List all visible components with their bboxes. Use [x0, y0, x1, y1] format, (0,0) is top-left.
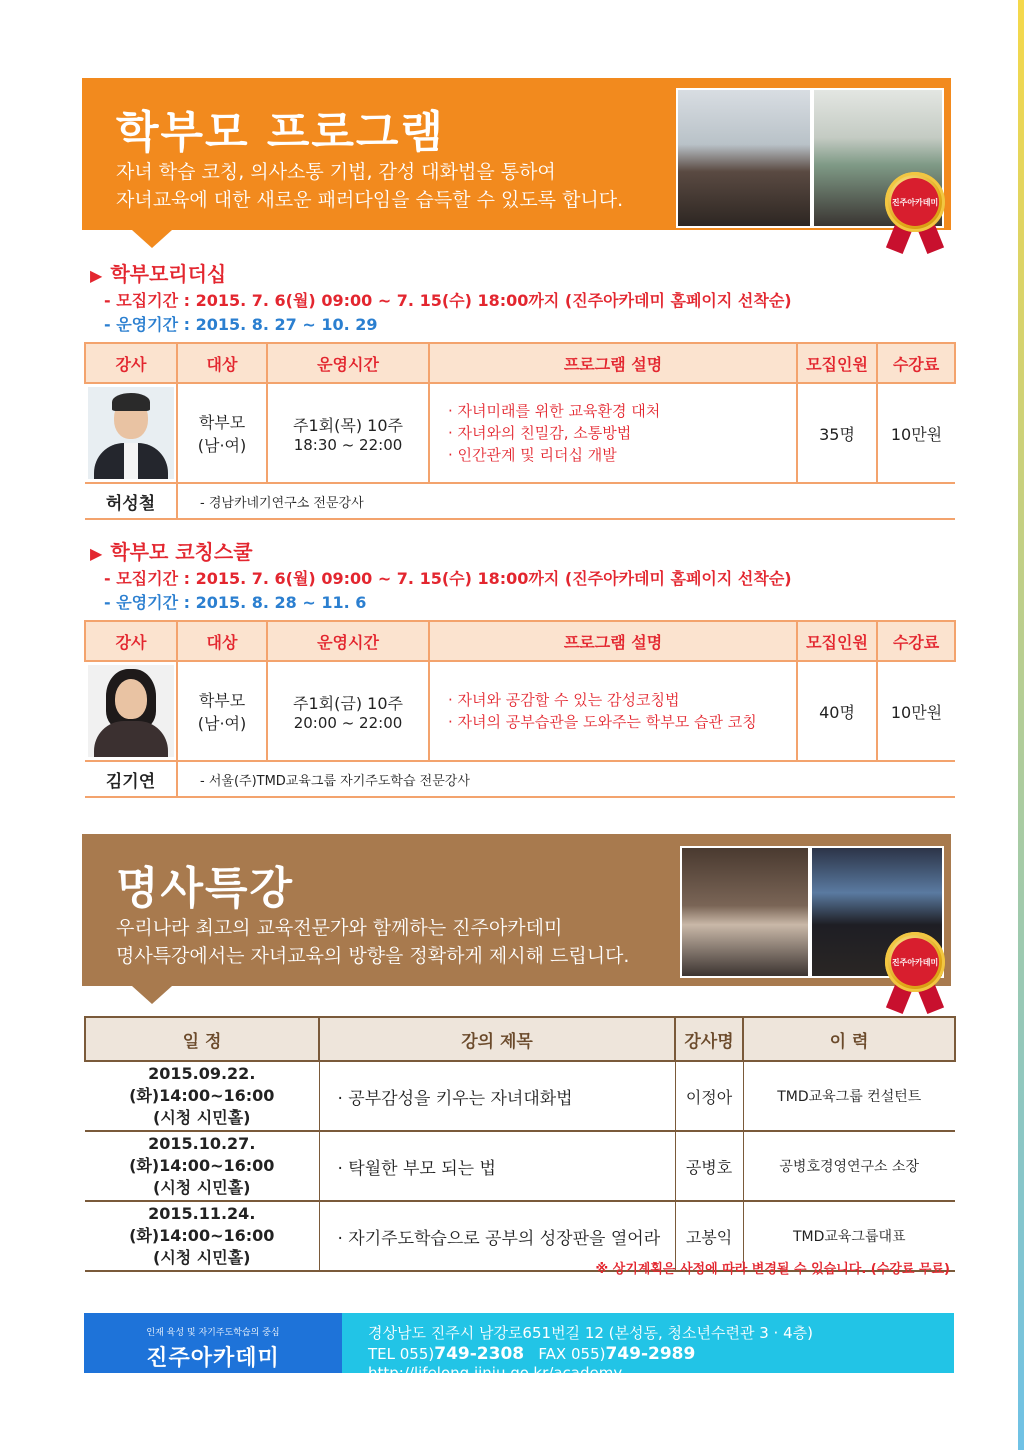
- history-cell: TMD교육그룹 컨설턴트: [743, 1061, 955, 1131]
- coaching-section-title: [90, 536, 253, 565]
- history-cell: 공병호경영연구소 소장: [743, 1131, 955, 1201]
- triangle-bullet-icon: ▶: [90, 266, 103, 285]
- schedule-change-note: ※ 상기계획은 사정에 따라 변경될 수 있습니다. (수강료 무료): [595, 1262, 950, 1277]
- medal-label: 진주아카데미: [891, 178, 939, 226]
- col-instructor: 강사: [85, 343, 177, 383]
- footer-brand-logo: 진주아카데미: [146, 1346, 280, 1371]
- parent-program-banner: [82, 78, 951, 230]
- col-target: 대상: [177, 621, 267, 661]
- coaching-operate-period: - 운영기간 : 2015. 8. 28 ~ 11. 6: [104, 593, 367, 612]
- schedule-date: 2015.10.27.(화)14:00~16:00: [129, 1134, 275, 1175]
- capacity-cell: 40명: [797, 661, 877, 761]
- coaching-title-text: 학부모 코칭스쿨: [110, 540, 253, 564]
- lecturer-cell: 이정아: [675, 1061, 743, 1131]
- footer-contact: [368, 1344, 954, 1382]
- footer-contact-block: [342, 1313, 954, 1382]
- topic-cell: · 자기주도학습으로 공부의 성장판을 열어라: [319, 1201, 675, 1271]
- col-time: 운영시간: [267, 621, 429, 661]
- instructor-name: 허성철: [85, 483, 177, 519]
- parent-program-title: 학부모 프로그램: [116, 107, 445, 158]
- fax-number: 749-2989: [605, 1344, 696, 1364]
- topic-cell: · 공부감성을 키우는 자녀대화법: [319, 1061, 675, 1131]
- footer-tagline: 인재 육성 및 자기주도학습의 중심: [146, 1328, 280, 1338]
- col-time: 운영시간: [267, 343, 429, 383]
- instructor-career: - 경남카네기연구소 전문강사: [177, 483, 955, 519]
- col-capacity: 모집인원: [797, 343, 877, 383]
- desc-item: · 인간관계 및 리더십 개발: [448, 446, 617, 464]
- schedule-place: (시청 시민홀): [153, 1248, 251, 1267]
- col-capacity: 모집인원: [797, 621, 877, 661]
- time-cell: [267, 383, 429, 483]
- target-gender: (남·여): [197, 714, 247, 733]
- leadership-recruit-period: - 모집기간 : 2015. 7. 6(월) 09:00 ~ 7. 15(수) 18:00까지 (진주아카데미 홈페이지 선착순): [104, 291, 792, 310]
- table-row: [85, 1131, 955, 1201]
- leadership-table: [84, 342, 956, 520]
- parent-program-desc-line2: 자녀교육에 대한 새로운 패러다임을 습득할 수 있도록 합니다.: [116, 189, 624, 211]
- history-cell: TMD교육그룹대표: [743, 1201, 955, 1271]
- schedule-cell: [85, 1131, 319, 1201]
- instructor-portrait-kim: [88, 665, 174, 757]
- schedule-date: 2015.11.24.(화)14:00~16:00: [129, 1204, 275, 1245]
- special-lecture-banner: [82, 834, 951, 986]
- target-gender: (남·여): [197, 436, 247, 455]
- target-cell: [177, 383, 267, 483]
- target-cell: [177, 661, 267, 761]
- leadership-section-title: [90, 258, 226, 287]
- target-text: 학부모: [198, 691, 246, 710]
- lecturer-cell: 고봉익: [675, 1201, 743, 1271]
- special-lecture-title: 명사특강: [116, 863, 295, 914]
- footer-bar: [84, 1313, 954, 1382]
- col-lecture-title: 강의 제목: [319, 1017, 675, 1061]
- medal-label: 진주아카데미: [891, 938, 939, 986]
- instructor-photo-cell: [85, 661, 177, 761]
- instructor-portrait-huh: [88, 387, 174, 479]
- col-description: 프로그램 설명: [429, 621, 797, 661]
- topic-cell: · 탁월한 부모 되는 법: [319, 1131, 675, 1201]
- col-lecturer: 강사명: [675, 1017, 743, 1061]
- coaching-recruit-period: - 모집기간 : 2015. 7. 6(월) 09:00 ~ 7. 15(수) 18:00까지 (진주아카데미 홈페이지 선착순): [104, 569, 792, 588]
- target-text: 학부모: [198, 413, 246, 432]
- description-cell: [429, 383, 797, 483]
- tel-label: TEL 055): [368, 1345, 435, 1363]
- time-hours: 18:30 ~ 22:00: [293, 435, 403, 454]
- special-desc-line2: 명사특강에서는 자녀교육의 방향을 정확하게 제시해 드립니다.: [116, 945, 630, 967]
- schedule-place: (시청 시민홀): [153, 1108, 251, 1127]
- banner-pointer: [132, 986, 172, 1004]
- description-cell: [429, 661, 797, 761]
- website-link[interactable]: http://lifelong.jinju.go.kr/academy: [368, 1364, 623, 1382]
- footer-brand-block: [84, 1313, 342, 1373]
- special-lecture-description: [116, 914, 629, 970]
- schedule-cell: [85, 1201, 319, 1271]
- page-edge-stripe: [1018, 0, 1024, 1450]
- leadership-operate-period: - 운영기간 : 2015. 8. 27 ~ 10. 29: [104, 315, 378, 334]
- academy-medal-icon: [882, 172, 952, 254]
- instructor-career: - 서울(주)TMD교육그룹 자기주도학습 전문강사: [177, 761, 955, 797]
- special-lecture-table: [84, 1016, 956, 1272]
- instructor-photo-cell: [85, 383, 177, 483]
- schedule-date: 2015.09.22.(화)14:00~16:00: [129, 1064, 275, 1105]
- capacity-cell: 35명: [797, 383, 877, 483]
- col-schedule: 일 정: [85, 1017, 319, 1061]
- leadership-title-text: 학부모리더십: [110, 262, 227, 286]
- parent-program-desc-line1: 자녀 학습 코칭, 의사소통 기법, 감성 대화법을 통하여: [116, 161, 556, 183]
- table-row: [85, 1061, 955, 1131]
- desc-item: · 자녀와 공감할 수 있는 감성코칭법: [448, 691, 680, 709]
- academy-medal-icon: [882, 932, 952, 1014]
- lecturer-cell: 공병호: [675, 1131, 743, 1201]
- col-fee: 수강료: [877, 343, 955, 383]
- time-weekly: 주1회(금) 10주: [293, 693, 403, 713]
- col-description: 프로그램 설명: [429, 343, 797, 383]
- class-photo-1: [676, 88, 812, 228]
- fee-cell: 10만원: [877, 383, 955, 483]
- time-weekly: 주1회(목) 10주: [293, 415, 403, 435]
- schedule-place: (시청 시민홀): [153, 1178, 251, 1197]
- parent-program-description: [116, 158, 623, 214]
- desc-item: · 자녀와의 친밀감, 소통방법: [448, 424, 632, 442]
- fax-label: FAX 055): [538, 1345, 606, 1363]
- time-hours: 20:00 ~ 22:00: [293, 713, 403, 732]
- col-instructor: 강사: [85, 621, 177, 661]
- banner-pointer: [132, 230, 172, 248]
- footer-address: 경상남도 진주시 남강로651번길 12 (본성동, 청소년수련관 3 · 4층): [368, 1324, 813, 1342]
- time-cell: [267, 661, 429, 761]
- special-desc-line1: 우리나라 최고의 교육전문가와 함께하는 진주아카데미: [116, 917, 563, 939]
- instructor-name: 김기연: [85, 761, 177, 797]
- fee-cell: 10만원: [877, 661, 955, 761]
- desc-item: · 자녀의 공부습관을 도와주는 학부모 습관 코칭: [448, 713, 757, 731]
- coaching-table: [84, 620, 956, 798]
- desc-item: · 자녀미래를 위한 교육환경 대처: [448, 402, 661, 420]
- tel-number: 749-2308: [434, 1344, 525, 1364]
- schedule-cell: [85, 1061, 319, 1131]
- lecture-photo-1: [680, 846, 810, 978]
- triangle-bullet-icon: ▶: [90, 544, 103, 563]
- col-target: 대상: [177, 343, 267, 383]
- col-fee: 수강료: [877, 621, 955, 661]
- col-history: 이 력: [743, 1017, 955, 1061]
